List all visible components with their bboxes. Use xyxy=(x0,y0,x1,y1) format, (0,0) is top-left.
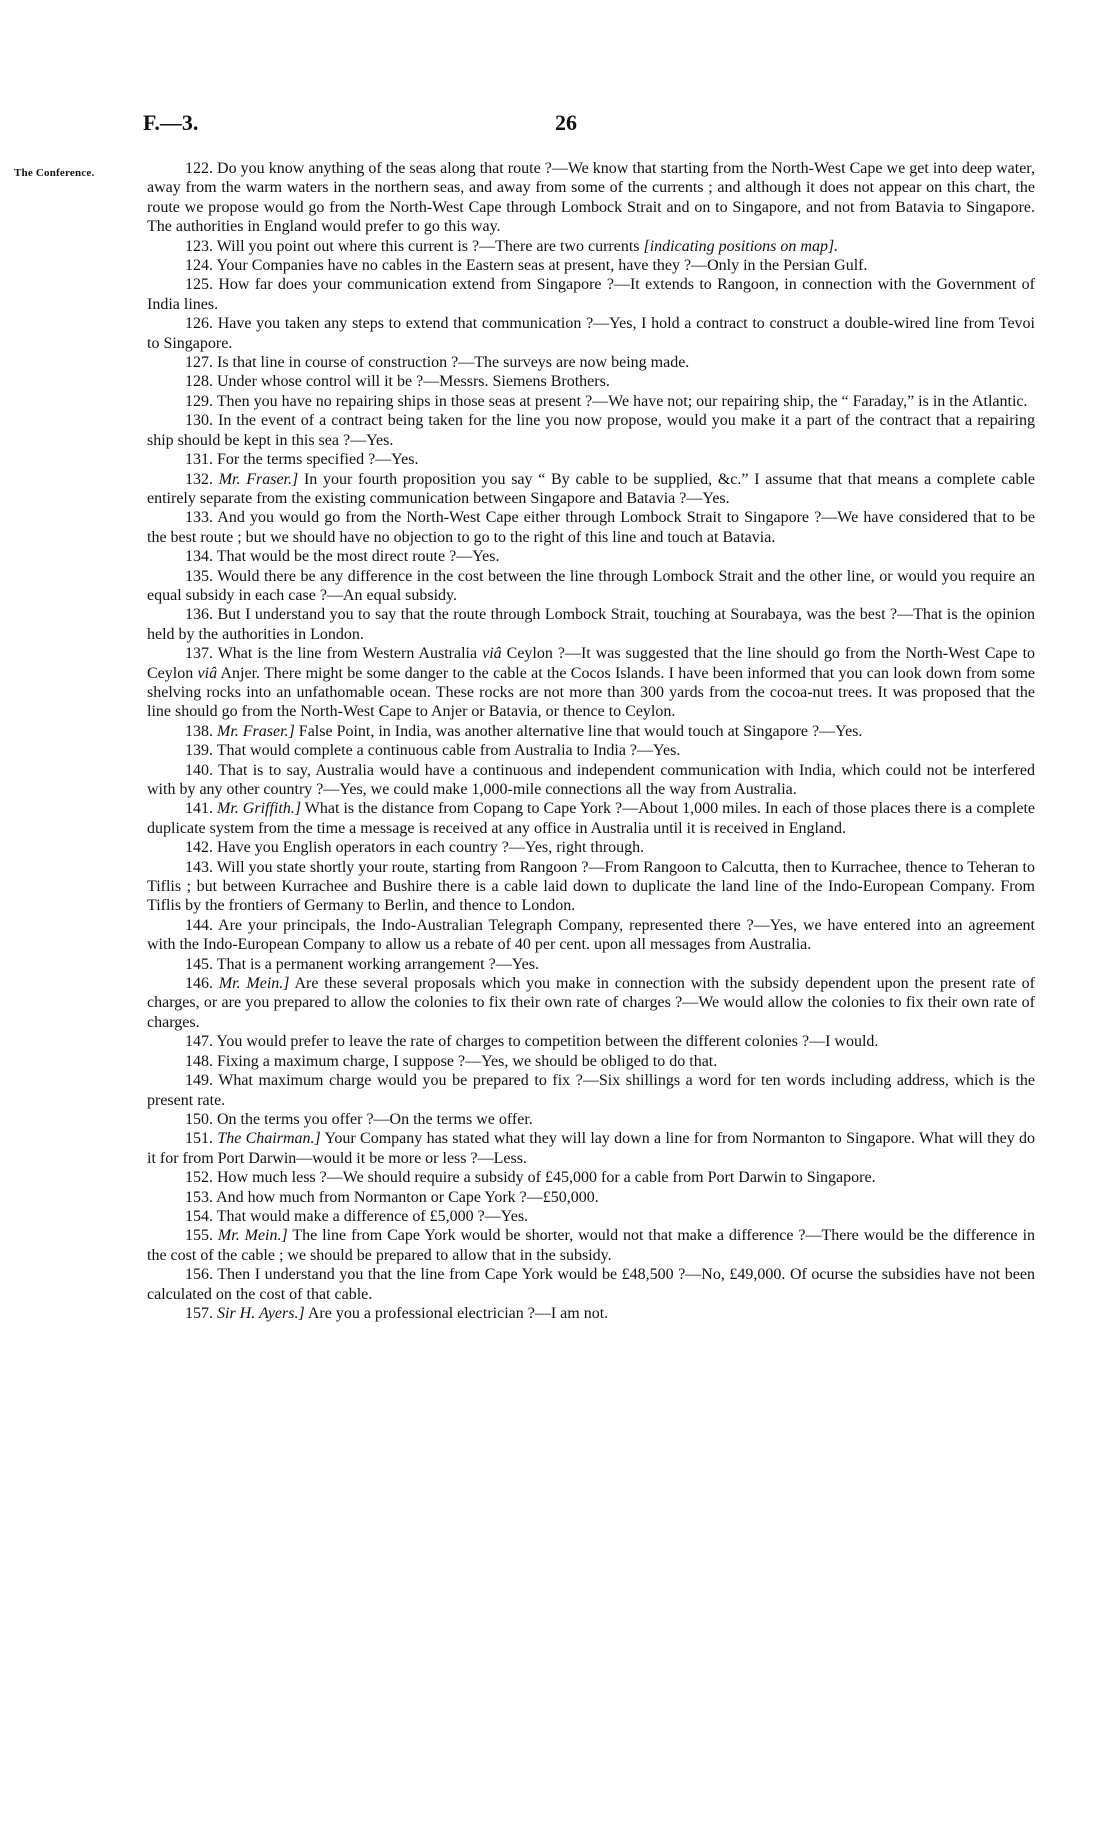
paragraph-139: 139. That would complete a continuous cable from Australia to India ?—Yes. xyxy=(185,742,681,760)
stage-direction: [indicating positions on map]. xyxy=(643,237,839,255)
paragraph-141: 141. Mr. Griffith.] What is the distance from Copang to Cape York ?—About 1,000 miles. In each of those places there is a complete duplicate system from the time a message is received at any office in Australia until it is received in England. xyxy=(147,800,1036,837)
speaker: Mr. Mein.] xyxy=(217,1227,288,1245)
paragraph-137: 137. What is the line from Western Australia viâ Ceylon ?—It was suggested that the line should go from the North-West Cape to Ceylon viâ Anjer. There might be some danger to the cable at the Cocos Islands. I have been informed that you can look down from some shelving rocks into an unfathomable ocean. These rocks are not more than 300 yards from the cocoa-nut trees. It was proposed that the line should go from the North-West Cape to Anjer or Batavia, or thence to Ceylon. xyxy=(147,645,1036,721)
paragraph-126: 126. Have you taken any steps to extend that communication ?—Yes, I hold a contract to construct a double-wired line from Tevoi to Singapore. xyxy=(147,315,1035,352)
paragraph-128: 128. Under whose control will it be ?—Messrs. Siemens Brothers. xyxy=(185,373,610,391)
paragraph-144: 144. Are your principals, the Indo-Australian Telegraph Company, represented there ?—Yes, we have entered into an agreement with the Indo-European Company to allow us a rebate of 40 per cent. upon all messages from Australia. xyxy=(147,916,1035,954)
paragraph-129: 129. Then you have no repairing ships in those seas at present ?—We have not; our repairing ship, the “ Faraday,” is in the Atlantic. xyxy=(185,392,1028,410)
paragraph-146: 146. Mr. Mein.] Are these several proposals which you make in connection with the subsidy dependent upon the present rate of charges, or are you prepared to allow the colonies to fix their own rate of charges ?—We would allow the colonies to fix their own rate of charges. xyxy=(147,975,1035,1031)
paragraph-131: 131. For the terms specified ?—Yes. xyxy=(185,451,419,469)
speaker: Mr. Griffith.] xyxy=(217,800,302,818)
speaker: Mr. Fraser.] xyxy=(217,722,295,740)
paragraph-142: 142. Have you English operators in each country ?—Yes, right through. xyxy=(185,839,645,857)
page-number: 26 xyxy=(555,110,577,135)
paragraph-124: 124. Your Companies have no cables in the Eastern seas at present, have they ?—Only in the Persian Gulf. xyxy=(185,257,868,275)
paragraph-152: 152. How much less ?—We should require a subsidy of £45,000 for a cable from Port Darwin to Singapore. xyxy=(185,1169,876,1187)
paragraph-125: 125. How far does your communication extend from Singapore ?—It extends to Rangoon, in connection with the Government of India lines. xyxy=(147,276,1035,313)
paragraph-135: 135. Would there be any difference in the cost between the line through Lombock Strait and the other line, or would you require an equal subsidy in each case ?—An equal subsidy. xyxy=(147,567,1035,604)
paragraph-157: 157. Sir H. Ayers.] Are you a professional electrician ?—I am not. xyxy=(185,1304,609,1322)
speaker: The Chairman.] xyxy=(217,1130,321,1148)
paragraph-134: 134. That would be the most direct route ?—Yes. xyxy=(185,548,500,566)
paragraph-140: 140. That is to say, Australia would have a continuous and independent communication with India, which could not be interfered with by any other country ?—Yes, we could make 1,000-mile connections all the way from Australia. xyxy=(147,761,1035,798)
paragraph-143: 143. Will you state shortly your route, starting from Rangoon ?—From Rangoon to Calcutta, then to Kurrachee, thence to Teheran to Tiflis ; but between Kurrachee and Bushire there is a cable laid down to duplicate the land line of the Indo-European Company. From Tiflis by the frontiers of Germany to Berlin, and thence to London. xyxy=(147,858,1035,915)
paragraph-123: 123. Will you point out where this current is ?—There are two currents [indicating positions on map]. xyxy=(185,237,839,255)
paragraph-150: 150. On the terms you offer ?—On the terms we offer. xyxy=(185,1110,533,1128)
paragraph-130: 130. In the event of a contract being taken for the line you now propose, would you make it a part of the contract that a repairing ship should be kept in this sea ?—Yes. xyxy=(147,412,1035,449)
document-code: F.—3. xyxy=(143,110,199,135)
body-text xyxy=(147,159,1035,1323)
paragraph-138: 138. Mr. Fraser.] False Point, in India, was another alternative line that would touch at Singapore ?—Yes. xyxy=(185,722,863,740)
paragraph-151: 151. The Chairman.] Your Company has stated what they will lay down a line for from Normanton to Singapore. What will they do it for from Port Darwin—would it be more or less ?—Less. xyxy=(147,1130,1035,1167)
paragraph-156: 156. Then I understand you that the line from Cape York would be £48,500 ?—No, £49,000. Of ocurse the subsidies have not been calculated on the cost of that cable. xyxy=(147,1266,1035,1303)
paragraph-153: 153. And how much from Normanton or Cape York ?—£50,000. xyxy=(185,1188,599,1206)
paragraph-155: 155. Mr. Mein.] The line from Cape York would be shorter, would not that make a difference ?—There would be the difference in the cost of the cable ; we should be prepared to allow that in the subsidy. xyxy=(147,1227,1036,1264)
paragraph-147: 147. You would prefer to leave the rate of charges to competition between the different colonies ?—I would. xyxy=(185,1033,879,1051)
paragraph-148: 148. Fixing a maximum charge, I suppose ?—Yes, we should be obliged to do that. xyxy=(185,1052,718,1070)
paragraph-122: 122. Do you know anything of the seas along that route ?—We know that starting from the North-West Cape we get into deep water, away from the warm waters in the northern seas, and away from some of the currents ; and although it does not appear on this chart, the route we propose would go from the North-West Cape through Lombock Strait and on to Singapore, and not from Batavia to Singapore. The authorities in England would prefer to go this way. xyxy=(147,160,1035,236)
paragraph-145: 145. That is a permanent working arrangement ?—Yes. xyxy=(185,955,539,973)
paragraph-149: 149. What maximum charge would you be prepared to fix ?—Six shillings a word for ten words including address, which is the present rate. xyxy=(147,1072,1035,1109)
speaker: Sir H. Ayers.] xyxy=(217,1304,305,1322)
paragraph-132: 132. Mr. Fraser.] In your fourth proposition you say “ By cable to be supplied, &c.” I assume that that means a complete cable entirely separate from the existing communication between Singapore and Batavia ?—Yes. xyxy=(147,470,1035,507)
paragraph-127: 127. Is that line in course of construction ?—The surveys are now being made. xyxy=(185,354,690,372)
paragraph-136: 136. But I understand you to say that the route through Lombock Strait, touching at Sourabaya, was the best ?—That is the opinion held by the authorities in London. xyxy=(147,606,1035,643)
speaker: Mr. Mein.] xyxy=(218,975,290,993)
margin-note: The Conference. xyxy=(14,167,95,179)
paragraph-133: 133. And you would go from the North-West Cape either through Lombock Strait to Singapore ?—We have considered that to be the best route ; but we should have no objection to go to the right of this line and touch at Batavia. xyxy=(147,509,1035,546)
paragraph-154: 154. That would make a difference of £5,000 ?—Yes. xyxy=(185,1207,529,1225)
speaker: Mr. Fraser.] xyxy=(218,470,299,488)
